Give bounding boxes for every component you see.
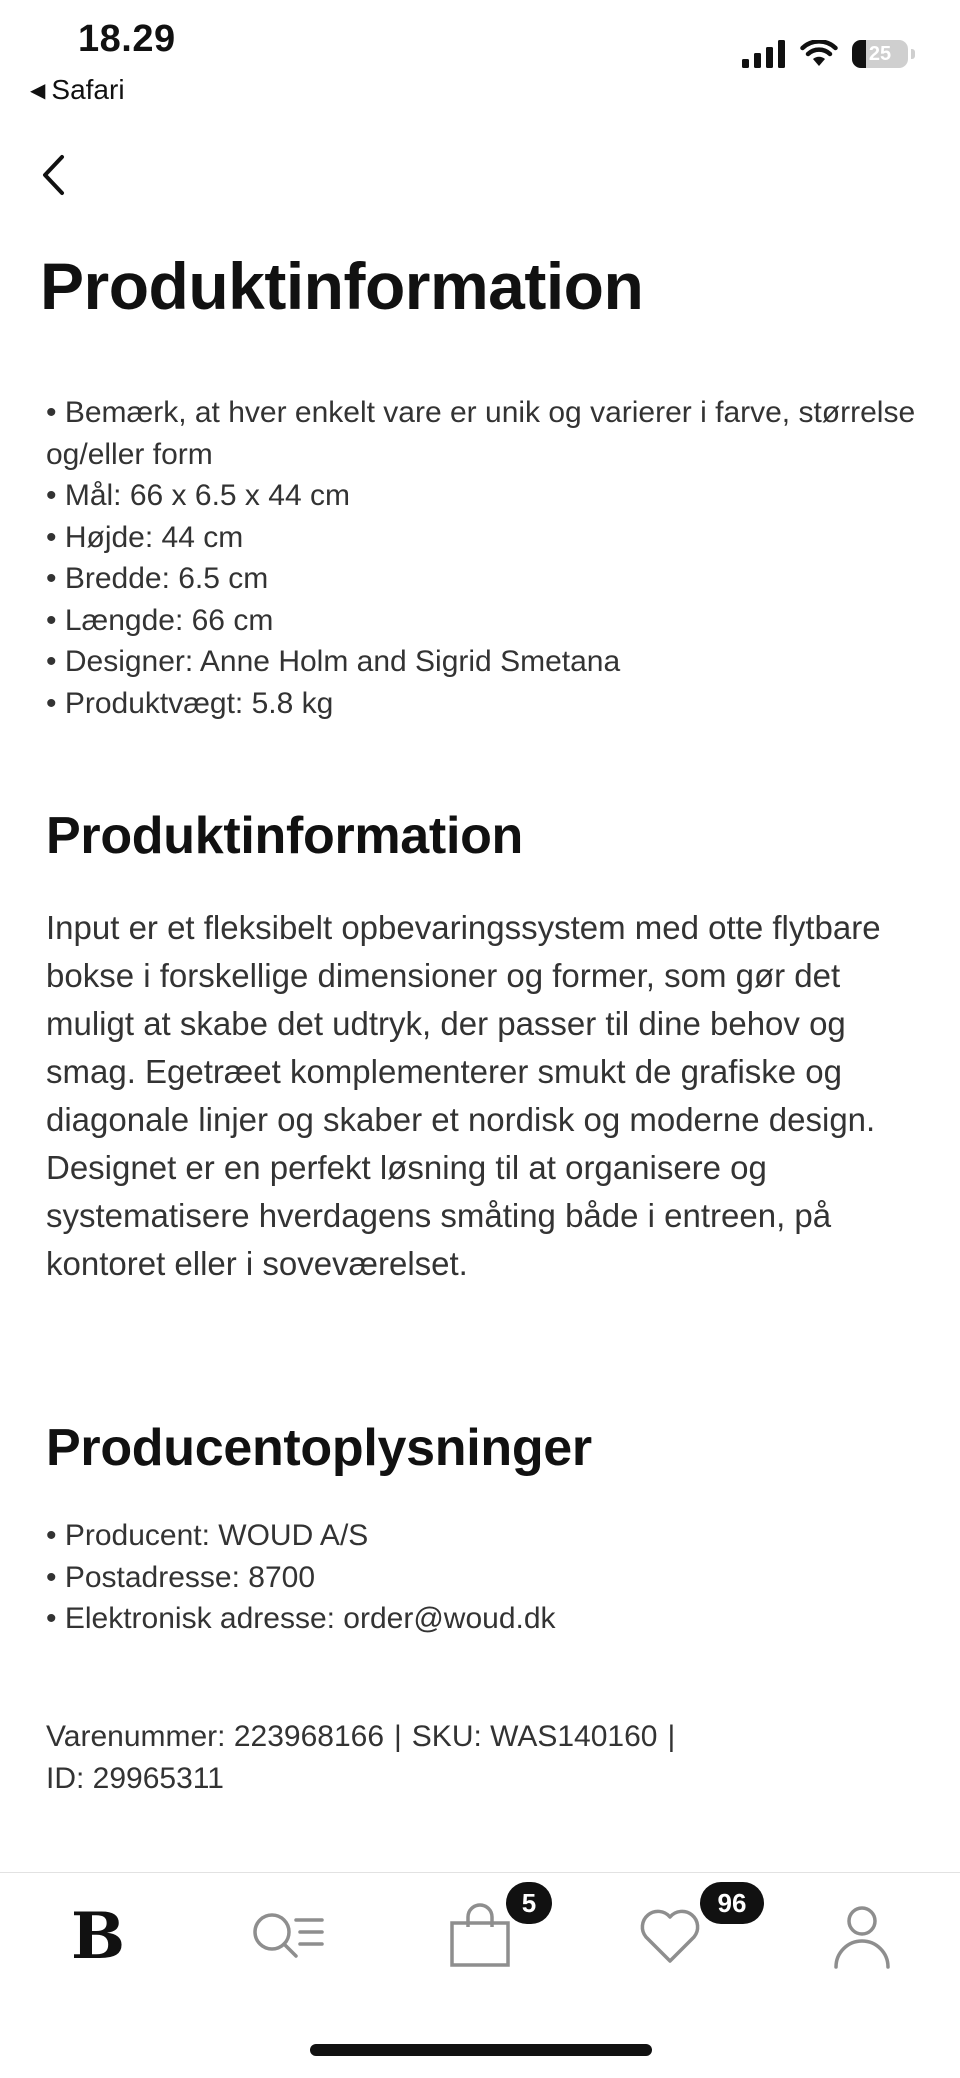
bottom-tab-bar xyxy=(0,1872,960,2003)
product-description: Input er et fleksibelt opbevaringssystem med otte flytbare bokse i forskellige dimensioner og former, som gør det muligt at skabe det udtryk, der passer til dine behov og smag. Egetræet komplementerer smukt de grafiske og diagonale linjer og skaber et nordisk og moderne design. Designet er en perfekt løsning til at organisere og systematisere hverdagens småting både i entreen, på kontoret eller i soveværelset. xyxy=(46,909,881,1282)
wifi-icon xyxy=(800,40,838,68)
manufacturer-list xyxy=(46,1515,926,1640)
description-heading: Produktinformation xyxy=(46,807,524,865)
bag-count-badge: 5 xyxy=(506,1882,552,1924)
list-item: • Produktvægt: 5.8 kg xyxy=(46,683,926,725)
battery-tip xyxy=(911,49,915,59)
back-triangle-icon: ◀ xyxy=(30,79,46,102)
back-button[interactable] xyxy=(28,150,78,200)
battery-level: 25 xyxy=(868,42,892,65)
tab-search[interactable] xyxy=(238,1891,338,1981)
list-item: • Postadresse: 8700 xyxy=(46,1557,926,1599)
list-item: • Producent: WOUD A/S xyxy=(46,1515,926,1557)
heart-icon xyxy=(638,1907,702,1965)
separator: | xyxy=(667,1720,676,1753)
status-icons xyxy=(742,40,915,68)
status-time: 18.29 xyxy=(78,18,176,60)
product-id: ID: 29965311 xyxy=(46,1761,224,1795)
sku: SKU: WAS140160 xyxy=(411,1720,658,1753)
product-details-list xyxy=(46,392,926,724)
list-item: • Elektronisk adresse: order@woud.dk xyxy=(46,1598,926,1640)
chevron-left-icon xyxy=(38,153,68,197)
tab-home[interactable] xyxy=(48,1891,148,1981)
list-item: • Designer: Anne Holm and Sigrid Smetana xyxy=(46,641,926,683)
product-identifiers xyxy=(46,1716,926,1799)
home-indicator[interactable] xyxy=(310,2044,652,2056)
tab-profile[interactable] xyxy=(812,1891,912,1981)
back-to-app-link[interactable] xyxy=(30,74,125,106)
cellular-signal-icon xyxy=(742,40,786,68)
person-icon xyxy=(830,1903,894,1969)
item-number: Varenummer: 223968166 xyxy=(46,1720,384,1753)
favorites-count-badge: 96 xyxy=(700,1882,764,1924)
manufacturer-heading: Producentoplysninger xyxy=(46,1419,592,1477)
brand-logo: B xyxy=(70,1898,126,1974)
list-item: • Højde: 44 cm xyxy=(46,517,926,559)
page-title: Produktinformation xyxy=(40,249,644,323)
separator: | xyxy=(394,1720,402,1753)
back-app-label: Safari xyxy=(51,74,125,105)
list-item: • Bemærk, at hver enkelt vare er unik og varierer i farve, størrelse og/eller form xyxy=(46,392,926,475)
shopping-bag-icon xyxy=(448,1903,512,1969)
list-item: • Mål: 66 x 6.5 x 44 cm xyxy=(46,475,926,517)
search-list-icon xyxy=(250,1906,326,1966)
list-item: • Længde: 66 cm xyxy=(46,600,926,642)
battery-icon xyxy=(852,40,908,68)
list-item: • Bredde: 6.5 cm xyxy=(46,558,926,600)
